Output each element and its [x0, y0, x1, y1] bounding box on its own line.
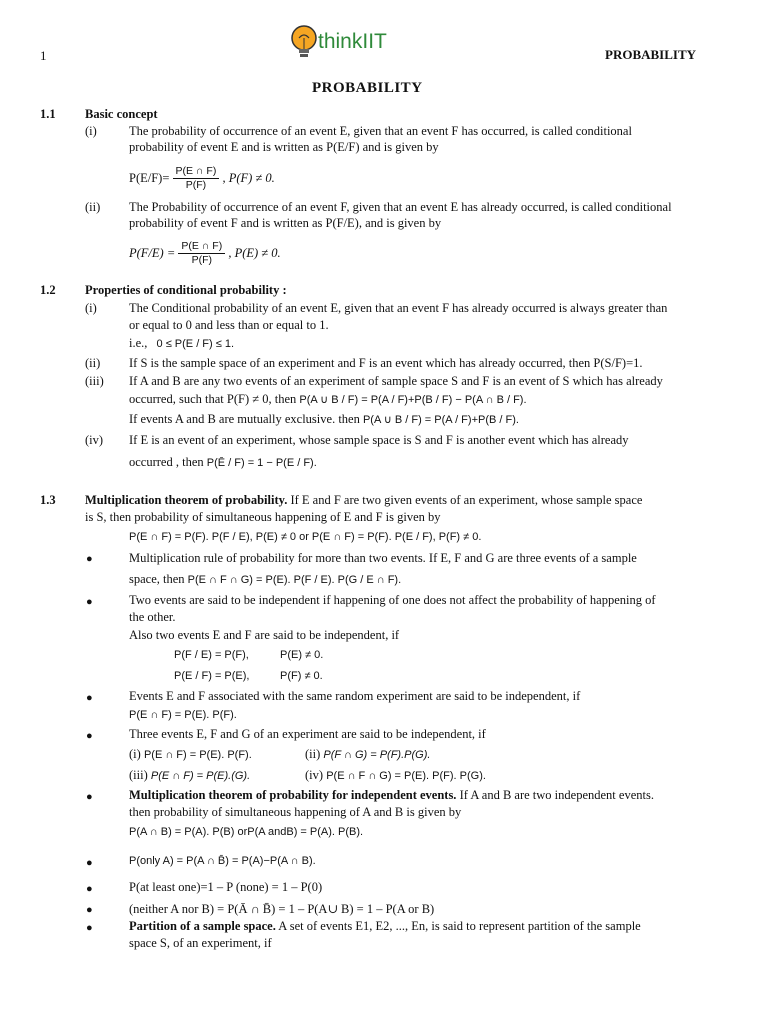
- item-label: (iv): [85, 433, 104, 447]
- formula: P(only A) = P(A ∩ B̄) = P(A)−P(A ∩ B).: [129, 855, 316, 867]
- section-title: Multiplication theorem of probability.: [85, 493, 288, 507]
- bullet-icon: ●: [86, 692, 93, 704]
- lightbulb-icon: [290, 24, 318, 62]
- inline-math: P(A ∪ B / F) = P(A / F)+P(B / F) − P(A ∩ B / F).: [299, 394, 527, 406]
- paragraph-line: space S, of an experiment, if: [129, 936, 272, 950]
- bold-run: Partition of a sample space.: [129, 919, 276, 933]
- paragraph-line: The probability of occurrence of an event E, given that an event F has occurred, is called conditional: [129, 124, 632, 138]
- bullet-icon: ●: [86, 791, 93, 803]
- formula: [129, 768, 250, 783]
- paragraph-line: [129, 336, 234, 351]
- section-number: 1.3: [40, 493, 56, 507]
- paragraph-line: then probability of simultaneous happening of A and B is given by: [129, 805, 462, 819]
- formula: [305, 747, 430, 762]
- paragraph-line: [129, 788, 654, 803]
- section-title: Basic concept: [85, 107, 158, 121]
- formula: P(E / F) = P(E),: [174, 670, 250, 682]
- paragraph-line: [129, 455, 317, 470]
- inline-math: P(E ∩ F) = P(E). P(F).: [143, 749, 252, 761]
- inline-math: 0 ≤ P(E / F) ≤ 1.: [156, 338, 235, 350]
- item-label: (ii): [305, 747, 321, 761]
- item-label: (iii): [129, 768, 148, 782]
- section-number: 1.2: [40, 283, 56, 297]
- fraction: [173, 165, 220, 192]
- paragraph-line: probability of event F and is written as P(F/E), and is given by: [129, 216, 442, 230]
- inline-math: P(Ē / F) = 1 − P(E / F).: [206, 457, 317, 469]
- brand-name: thinkIIT: [318, 30, 387, 53]
- formula: P(F) ≠ 0.: [280, 670, 323, 682]
- text-run: If events A and B are mutually exclusive. then: [129, 412, 360, 426]
- item-label: (ii): [85, 356, 101, 370]
- paragraph-line: If A and B are any two events of an experiment of sample space S and F is an event of S which has already: [129, 374, 663, 388]
- paragraph-line: is S, then probability of simultaneous happening of E and F is given by: [85, 510, 441, 524]
- ie-prefix: i.e.,: [129, 336, 148, 350]
- inline-math: P(E ∩ F) = P(E).(G).: [150, 770, 251, 782]
- item-label: (i): [85, 124, 97, 138]
- paragraph-line: [85, 493, 642, 508]
- formula-condition: , P(F) ≠ 0.: [222, 171, 275, 185]
- formula: P(A ∩ B) = P(A). P(B) orP(A andB) = P(A). P(B).: [129, 826, 364, 838]
- paragraph-line: If E is an event of an experiment, whose sample space is S and F is another event which has already: [129, 433, 629, 447]
- paragraph-line: The Conditional probability of an event E, given that an event F has already occurred is always greater than: [129, 301, 668, 315]
- bullet-icon: ●: [86, 857, 93, 869]
- paragraph-line: probability of event E and is written as P(E/F) and is given by: [129, 140, 439, 154]
- doc-title: PROBABILITY: [312, 80, 423, 96]
- paragraph-line: Two events are said to be independent if happening of one does not affect the probability of happening of: [129, 593, 656, 607]
- formula: [129, 240, 281, 267]
- formula: [129, 165, 275, 192]
- formula-condition: , P(E) ≠ 0.: [228, 246, 281, 260]
- section-number: 1.1: [40, 107, 56, 121]
- item-label: (i): [85, 301, 97, 315]
- paragraph-line: the other.: [129, 610, 176, 624]
- numerator: P(E ∩ F): [178, 240, 225, 254]
- item-label: (iii): [85, 374, 104, 388]
- fraction: [178, 240, 225, 267]
- text-run: occurred, such that P(F) ≠ 0, then: [129, 392, 297, 406]
- running-title: PROBABILITY: [605, 47, 697, 62]
- bullet-icon: ●: [86, 596, 93, 608]
- formula-lhs: P(E/F)=: [129, 171, 170, 185]
- text-run: If E and F are two given events of an experiment, whose sample space: [287, 493, 643, 507]
- text-run: space, then: [129, 572, 185, 586]
- denominator: P(F): [191, 254, 212, 266]
- paragraph-line: The Probability of occurrence of an event F, given that an event E has already occurred, is called conditional: [129, 200, 672, 214]
- inline-math: P(E ∩ F ∩ G) = P(E). P(F / E). P(G / E ∩ F).: [187, 574, 402, 586]
- paragraph-line: [129, 412, 519, 427]
- paragraph-line: Also two events E and F are said to be independent, if: [129, 628, 400, 642]
- inline-math: P(F ∩ G) = P(F).P(G).: [323, 749, 431, 761]
- bullet-icon: ●: [86, 922, 93, 934]
- bold-run: Multiplication theorem of probability for independent events.: [129, 788, 457, 802]
- paragraph-line: [129, 919, 641, 934]
- formula: [305, 768, 486, 783]
- text-run: occurred , then: [129, 455, 204, 469]
- paragraph-line: Three events E, F and G of an experiment are said to be independent, if: [129, 727, 486, 741]
- paragraph-line: If S is the sample space of an experiment and F is an event which has already occurred, then P(S/F)=1.: [129, 356, 643, 370]
- formula: P(F / E) = P(F),: [174, 649, 249, 661]
- formula-lhs: P(F/E) =: [129, 246, 176, 260]
- paragraph-line: [129, 392, 527, 407]
- paragraph-line: (neither A nor B) = P(Ā ∩ B̄) = 1 – P(A∪ B) = 1 – P(A or B): [129, 902, 435, 916]
- denominator: P(F): [185, 179, 207, 191]
- formula: P(E) ≠ 0.: [280, 649, 324, 661]
- section-title: Properties of conditional probability :: [85, 283, 287, 297]
- numerator: P(E ∩ F): [173, 165, 220, 179]
- bullet-icon: ●: [86, 904, 93, 916]
- item-label: (iv): [305, 768, 324, 782]
- formula: P(E ∩ F) = P(E). P(F).: [129, 709, 237, 721]
- page-number: 1: [40, 48, 47, 63]
- paragraph-line: Events E and F associated with the same random experiment are said to be independent, if: [129, 689, 581, 703]
- bullet-icon: ●: [86, 883, 93, 895]
- inline-math: P(E ∩ F ∩ G) = P(E). P(F). P(G).: [326, 770, 486, 782]
- text-run: If A and B are two independent events.: [456, 788, 654, 802]
- formula: P(E ∩ F) = P(F). P(F / E), P(E) ≠ 0 or P(E ∩ F) = P(F). P(E / F), P(F) ≠ 0.: [129, 531, 482, 543]
- inline-math: P(A ∪ B / F) = P(A / F)+P(B / F).: [362, 414, 519, 426]
- item-label: (i): [129, 747, 141, 761]
- item-label: (ii): [85, 200, 101, 214]
- formula: [129, 747, 252, 762]
- paragraph-line: P(at least one)=1 – P (none) = 1 – P(0): [129, 880, 323, 894]
- bullet-icon: ●: [86, 553, 93, 565]
- paragraph-line: [129, 572, 401, 587]
- paragraph-line: or equal to 0 and less than or equal to 1.: [129, 318, 329, 332]
- text-run: A set of events E1, E2, ..., En, is said to represent partition of the sample: [275, 919, 641, 933]
- paragraph-line: Multiplication rule of probability for more than two events. If E, F and G are three events of a sample: [129, 551, 637, 565]
- bullet-icon: ●: [86, 730, 93, 742]
